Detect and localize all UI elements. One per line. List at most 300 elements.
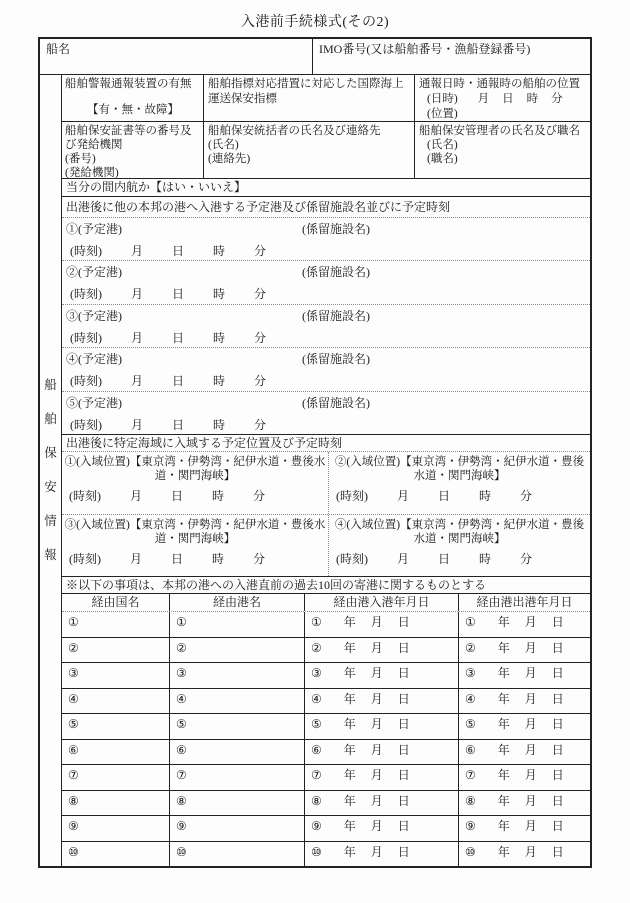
country-cell <box>62 765 170 790</box>
isps-level-label: 船舶指標対応措置に対応した国際海上運送保安指標 <box>208 78 404 105</box>
row-number: ⑥ <box>68 742 79 757</box>
planned-port-entry-1 <box>62 218 590 261</box>
cso-name-label: (氏名) <box>208 139 239 151</box>
unit-day: 日 <box>397 666 410 680</box>
entry-number: ⑤ <box>66 395 79 410</box>
arrival-date-cell <box>305 816 459 841</box>
time-line <box>66 244 586 259</box>
sea-area-entry-4 <box>329 515 590 577</box>
unit-day: 日 <box>397 640 410 655</box>
time-line <box>66 374 586 389</box>
side-char: 船 <box>44 378 57 392</box>
unit-month: 月 <box>524 640 537 655</box>
report-position-label: (位置) <box>427 108 458 120</box>
isps-level-cell <box>204 75 415 121</box>
row-number: ⑩ <box>176 844 187 859</box>
cert-number-label: (番号) <box>65 153 96 165</box>
time-label: (時刻) <box>70 330 102 345</box>
imo-number-cell <box>313 39 590 74</box>
unit-month: 月 <box>524 615 537 629</box>
unit-day: 日 <box>397 742 410 757</box>
unit-month: 月 <box>370 844 383 859</box>
unit-month: 月 <box>370 717 383 731</box>
unit-year: 年 <box>343 717 356 731</box>
unit-day: 日 <box>172 287 185 302</box>
time-label: (時刻) <box>70 244 102 258</box>
sea-area-entry-3 <box>62 515 329 577</box>
row-number: ⑩ <box>311 844 322 859</box>
port-cell <box>170 765 305 790</box>
unit-day: 日 <box>551 844 564 859</box>
country-cell <box>62 663 170 688</box>
departure-date-cell <box>459 638 590 663</box>
cso-label: 船舶保安統括者の氏名及び連絡先 <box>208 125 381 137</box>
row-number: ⑨ <box>311 819 322 833</box>
planned-port-label: (予定港) <box>78 308 123 323</box>
planned-ports-header: 出港後に他の本邦の港へ入港する予定港及び係留施設名並びに予定時刻 <box>62 197 590 218</box>
security-row-a <box>62 75 590 122</box>
time-line <box>331 552 588 566</box>
planned-port-entry-2 <box>62 261 590 304</box>
entry-position-label: (入域位置) <box>346 518 401 531</box>
unit-month: 月 <box>524 717 537 731</box>
form-table <box>38 37 592 868</box>
row-number: ⑤ <box>465 717 476 731</box>
unit-year: 年 <box>343 666 356 680</box>
form-body <box>40 75 590 866</box>
arrival-date-cell <box>305 714 459 739</box>
time-line <box>66 287 586 302</box>
unit-month: 月 <box>524 819 537 833</box>
unit-month: 月 <box>370 615 383 629</box>
unit-year: 年 <box>343 844 356 859</box>
unit-minute: 分 <box>551 93 563 105</box>
arrival-date-cell <box>305 791 459 816</box>
col-header-arrival-date: 経由港入港年月日 <box>305 594 459 611</box>
unit-year: 年 <box>497 615 510 629</box>
unit-year: 年 <box>343 793 356 808</box>
country-cell <box>62 791 170 816</box>
entry-number: ③ <box>64 518 77 531</box>
unit-hour: 時 <box>212 551 225 566</box>
alert-device-label: 船舶警報通報装置の有無 <box>65 78 192 90</box>
unit-month: 月 <box>477 93 490 105</box>
entry-number: ④ <box>334 518 347 531</box>
unit-day: 日 <box>397 691 410 706</box>
unit-hour: 時 <box>526 93 539 105</box>
country-cell <box>62 842 170 867</box>
unit-year: 年 <box>343 742 356 757</box>
sea-areas-header: 出港後に特定海域に入域する予定位置及び予定時刻 <box>62 435 590 452</box>
entry-number: ③ <box>66 308 79 323</box>
row-number: ② <box>176 640 187 655</box>
sea-area-line <box>64 518 326 546</box>
col-header-departure-date: 経由港出港年月日 <box>476 595 573 609</box>
row-number: ⑦ <box>311 768 322 782</box>
berth-label: (係留施設名) <box>302 222 370 236</box>
arrival-date-cell <box>305 612 459 637</box>
unit-month: 月 <box>524 768 537 782</box>
row-number: ⑥ <box>465 742 476 757</box>
sso-label: 船舶保安管理者の氏名及び職名 <box>419 125 580 137</box>
unit-minute: 分 <box>254 374 267 389</box>
arrival-date-cell <box>305 689 459 714</box>
country-cell <box>62 638 170 663</box>
unit-month: 月 <box>130 551 143 566</box>
sso-title-label: (職名) <box>427 153 458 165</box>
row-number: ① <box>465 615 476 629</box>
planned-port-entry-5 <box>62 392 590 435</box>
departure-date-cell <box>459 612 590 637</box>
unit-hour: 時 <box>479 489 492 503</box>
unit-year: 年 <box>343 640 356 655</box>
time-label: (時刻) <box>70 417 102 432</box>
unit-month: 月 <box>524 691 537 706</box>
unit-month: 月 <box>524 666 537 680</box>
country-cell <box>62 689 170 714</box>
time-label: (時刻) <box>336 489 368 503</box>
row-number: ① <box>311 615 322 629</box>
imo-number-label: IMO番号(又は船舶番号・漁船登録番号) <box>319 42 531 56</box>
berth-label: (係留施設名) <box>302 265 370 280</box>
time-line <box>66 331 586 346</box>
unit-year: 年 <box>343 615 356 629</box>
unit-year: 年 <box>497 666 510 680</box>
entry-number: ① <box>66 222 79 236</box>
port-cell <box>170 740 305 765</box>
history-rows <box>62 612 590 866</box>
unit-minute: 分 <box>254 330 267 345</box>
row-number: ⑧ <box>176 793 187 808</box>
side-char: 保 <box>44 446 57 460</box>
unit-day: 日 <box>551 691 564 706</box>
planned-port-label: (予定港) <box>78 222 123 236</box>
unit-day: 日 <box>171 489 184 503</box>
row-number: ④ <box>311 691 322 706</box>
unit-year: 年 <box>497 691 510 706</box>
unit-day: 日 <box>551 640 564 655</box>
country-cell <box>62 740 170 765</box>
unit-minute: 分 <box>254 417 267 432</box>
unit-day: 日 <box>551 615 564 629</box>
ship-name-label: 船名 <box>46 42 71 56</box>
waters-list: 【東京湾・伊勢湾・紀伊水道・豊後水道・関門海峡】 <box>400 518 585 545</box>
col-header-country: 経由国名 <box>62 594 170 611</box>
berth-label: (係留施設名) <box>302 352 370 367</box>
unit-month: 月 <box>370 691 383 706</box>
cso-cell <box>204 122 415 178</box>
unit-day: 日 <box>172 330 185 345</box>
row-number: ⑤ <box>311 717 322 731</box>
row-number: ⑨ <box>68 819 79 833</box>
report-datetime-cell <box>415 75 590 121</box>
history-column-headers <box>62 594 590 612</box>
unit-month: 月 <box>397 551 410 566</box>
unit-month: 月 <box>370 819 383 833</box>
unit-minute: 分 <box>520 489 533 503</box>
sea-area-line <box>331 455 588 483</box>
report-datetime-line <box>419 92 586 107</box>
departure-date-cell <box>459 842 590 867</box>
col-header-port: 経由港名 <box>170 594 305 611</box>
unit-month: 月 <box>370 666 383 680</box>
port-cell <box>170 689 305 714</box>
security-row-b <box>62 122 590 179</box>
row-number: ② <box>68 640 79 655</box>
sea-area-entry-2 <box>329 452 590 514</box>
row-number: ⑧ <box>68 793 79 808</box>
unit-day: 日 <box>397 615 410 629</box>
unit-month: 月 <box>524 844 537 859</box>
unit-day: 日 <box>397 768 410 782</box>
country-cell <box>62 612 170 637</box>
planned-port-label: (予定港) <box>78 395 123 410</box>
row-number: ④ <box>465 691 476 706</box>
port-cell <box>170 816 305 841</box>
unit-year: 年 <box>497 793 510 808</box>
unit-month: 月 <box>370 793 383 808</box>
unit-year: 年 <box>343 691 356 706</box>
arrival-date-cell <box>305 663 459 688</box>
side-char: 安 <box>44 480 57 494</box>
sea-area-row-1 <box>62 452 590 515</box>
unit-hour: 時 <box>212 489 225 503</box>
history-row-5 <box>62 714 590 740</box>
waters-list: 【東京湾・伊勢湾・紀伊水道・豊後水道・関門海峡】 <box>129 456 326 482</box>
form-main <box>62 75 590 866</box>
unit-minute: 分 <box>254 287 267 302</box>
history-row-6 <box>62 740 590 766</box>
unit-year: 年 <box>497 819 510 833</box>
cert-label: 船舶保安証書等の番号及び発給機関 <box>65 125 192 151</box>
alert-device-options: 【有・無・故障】 <box>87 104 179 116</box>
waters-list: 【東京湾・伊勢湾・紀伊水道・豊後水道・関門海峡】 <box>129 518 326 545</box>
berth-label: (係留施設名) <box>302 308 370 323</box>
sea-area-line <box>331 518 588 546</box>
unit-month: 月 <box>524 742 537 757</box>
ship-name-cell <box>40 39 313 74</box>
row-number: ⑤ <box>176 717 187 731</box>
port-cell <box>170 612 305 637</box>
side-char: 報 <box>44 548 57 562</box>
planned-port-label: (予定港) <box>78 265 123 280</box>
country-cell <box>62 714 170 739</box>
unit-day: 日 <box>551 819 564 833</box>
unit-day: 日 <box>172 244 185 258</box>
row-number: ① <box>68 615 79 629</box>
unit-month: 月 <box>370 768 383 782</box>
cert-issuer-label: (発給機関) <box>65 167 119 179</box>
time-label: (時刻) <box>70 374 102 389</box>
arrival-date-cell <box>305 842 459 867</box>
row-number: ④ <box>68 691 79 706</box>
unit-month: 月 <box>131 244 144 258</box>
row-number: ⑦ <box>176 768 187 782</box>
unit-day: 日 <box>502 93 514 105</box>
side-char: 情 <box>44 514 57 528</box>
entry-position-label: (入域位置) <box>76 456 130 468</box>
port-cell <box>170 663 305 688</box>
row-number: ⑧ <box>465 793 476 808</box>
unit-year: 年 <box>497 768 510 782</box>
waters-list: 【東京湾・伊勢湾・紀伊水道・豊後水道・関門海峡】 <box>400 456 585 482</box>
history-note: ※以下の事項は、本邦の港への入港直前の過去10回の寄港に関するものとする <box>62 577 590 594</box>
arrival-date-cell <box>305 765 459 790</box>
departure-date-cell <box>459 816 590 841</box>
domestic-voyage-label: 当分の間内航か【はい・いいえ】 <box>66 180 247 194</box>
row-number: ③ <box>68 666 79 680</box>
unit-day: 日 <box>172 374 185 389</box>
unit-minute: 分 <box>253 489 266 503</box>
unit-hour: 時 <box>479 551 492 566</box>
unit-month: 月 <box>370 742 383 757</box>
header-row <box>40 39 590 75</box>
unit-year: 年 <box>497 742 510 757</box>
unit-month: 月 <box>131 374 144 389</box>
unit-day: 日 <box>397 844 410 859</box>
time-line <box>64 489 326 503</box>
departure-date-cell <box>459 740 590 765</box>
row-number: ③ <box>311 666 322 680</box>
berth-label: (係留施設名) <box>302 395 370 410</box>
side-label-ship-security-info <box>40 75 62 866</box>
row-number: ⑦ <box>465 768 476 782</box>
unit-month: 月 <box>397 489 410 503</box>
sso-name-label: (氏名) <box>427 139 458 151</box>
entry-number: ② <box>334 456 347 468</box>
unit-day: 日 <box>551 742 564 757</box>
unit-year: 年 <box>497 640 510 655</box>
country-cell <box>62 816 170 841</box>
row-number: ① <box>176 615 187 629</box>
planned-port-entry-3 <box>62 305 590 348</box>
side-char: 舶 <box>44 412 57 426</box>
row-number: ⑤ <box>68 717 79 731</box>
entry-number: ② <box>66 265 79 280</box>
row-number: ⑨ <box>465 819 476 833</box>
unit-month: 月 <box>131 330 144 345</box>
port-cell <box>170 714 305 739</box>
unit-year: 年 <box>497 844 510 859</box>
row-number: ② <box>465 640 476 655</box>
time-label: (時刻) <box>70 287 102 302</box>
unit-day: 日 <box>397 819 410 833</box>
unit-year: 年 <box>497 717 510 731</box>
row-number: ③ <box>465 666 476 680</box>
security-cert-cell <box>62 122 204 178</box>
unit-hour: 時 <box>213 330 226 345</box>
row-number: ⑨ <box>176 819 187 833</box>
entry-position-label: (入域位置) <box>346 456 401 468</box>
departure-date-cell <box>459 689 590 714</box>
unit-month: 月 <box>370 640 383 655</box>
history-row-8 <box>62 791 590 817</box>
departure-date-cell <box>459 663 590 688</box>
unit-minute: 分 <box>253 551 266 566</box>
row-number: ③ <box>176 666 187 680</box>
unit-day: 日 <box>551 717 564 731</box>
history-row-3 <box>62 663 590 689</box>
sea-area-row-2 <box>62 515 590 577</box>
entry-position-label: (入域位置) <box>76 518 130 531</box>
unit-day: 日 <box>172 417 185 432</box>
departure-date-cell <box>459 714 590 739</box>
departure-date-cell <box>459 765 590 790</box>
history-row-9 <box>62 816 590 842</box>
port-cell <box>170 638 305 663</box>
unit-hour: 時 <box>213 287 226 302</box>
sso-cell <box>415 122 590 178</box>
port-cell <box>170 842 305 867</box>
report-label: 通報日時・通報時の船舶の位置 <box>419 78 580 90</box>
unit-day: 日 <box>551 768 564 782</box>
domestic-voyage-row <box>62 179 590 197</box>
planned-port-label: (予定港) <box>78 352 123 367</box>
unit-month: 月 <box>131 287 144 302</box>
unit-day: 日 <box>551 666 564 680</box>
unit-year: 年 <box>343 819 356 833</box>
row-number: ⑦ <box>68 768 79 782</box>
page-title: 入港前手続様式(その2) <box>240 15 390 30</box>
history-row-4 <box>62 689 590 715</box>
alert-device-cell <box>62 75 204 121</box>
unit-hour: 時 <box>213 417 226 432</box>
row-number: ⑥ <box>176 742 187 757</box>
row-number: ⑩ <box>68 844 79 859</box>
unit-day: 日 <box>171 551 184 566</box>
history-row-1 <box>62 612 590 638</box>
time-line <box>64 552 326 566</box>
row-number: ② <box>311 640 322 655</box>
unit-minute: 分 <box>520 551 533 566</box>
history-row-7 <box>62 765 590 791</box>
sea-areas-section <box>62 452 590 577</box>
time-label: (時刻) <box>336 551 368 566</box>
unit-minute: 分 <box>254 244 267 258</box>
row-number: ⑧ <box>311 793 322 808</box>
unit-hour: 時 <box>213 244 226 258</box>
row-number: ⑩ <box>465 844 476 859</box>
arrival-date-cell <box>305 638 459 663</box>
history-row-10 <box>62 842 590 867</box>
cso-contact-label: (連絡先) <box>208 153 251 165</box>
row-number: ④ <box>176 691 187 706</box>
row-number: ⑥ <box>311 742 322 757</box>
unit-day: 日 <box>551 793 564 808</box>
port-cell <box>170 791 305 816</box>
entry-number: ① <box>64 456 77 468</box>
entry-number: ④ <box>66 352 79 367</box>
unit-month: 月 <box>130 489 143 503</box>
time-line <box>331 489 588 503</box>
time-line <box>66 418 586 433</box>
unit-day: 日 <box>397 793 410 808</box>
planned-ports-section <box>62 218 590 435</box>
unit-year: 年 <box>343 768 356 782</box>
history-row-2 <box>62 638 590 664</box>
sea-area-entry-1 <box>62 452 329 514</box>
unit-hour: 時 <box>213 374 226 389</box>
departure-date-cell <box>459 791 590 816</box>
datetime-label: (日時) <box>427 93 458 105</box>
arrival-date-cell <box>305 740 459 765</box>
unit-month: 月 <box>524 793 537 808</box>
unit-day: 日 <box>438 551 451 566</box>
planned-port-entry-4 <box>62 348 590 391</box>
unit-day: 日 <box>397 717 410 731</box>
time-label: (時刻) <box>69 551 101 566</box>
time-label: (時刻) <box>69 489 101 503</box>
